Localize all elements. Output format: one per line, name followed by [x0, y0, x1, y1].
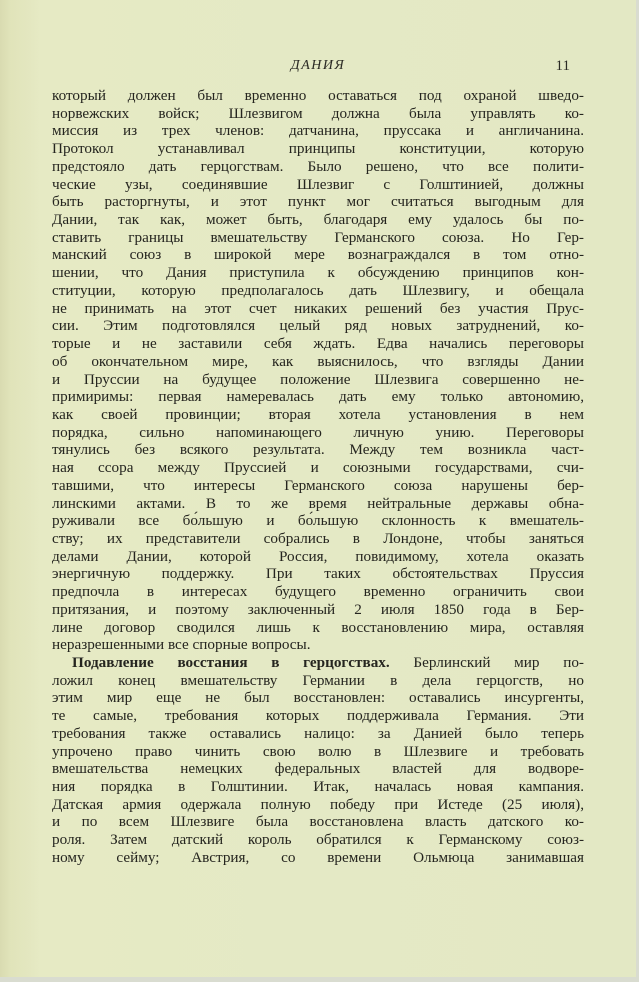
- text-line: ния порядка в Голштинии. Итак, началась новая кампания.: [52, 778, 584, 796]
- chapter-title: ДАНИЯ: [290, 58, 346, 73]
- text-line: требования также оставались налицо: за Данией было теперь: [52, 724, 584, 742]
- text-line: Датская армия одержала полную победу при Истеде (25 июля),: [52, 795, 584, 813]
- text-line: притязания, и поэтому заключенный 2 июля 1850 года в Бер-: [52, 600, 584, 618]
- text-line: как своей провинции; вторая хотела установления в нем: [52, 405, 584, 423]
- text-line: энергичную поддержку. При таких обстоятельствах Пруссия: [52, 565, 584, 583]
- page-number: 11: [555, 58, 570, 74]
- text-line: ложил конец вмешательству Германии в дела герцогств, но: [52, 671, 584, 689]
- text-line: миссия из трех членов: датчанина, пруссака и англичанина.: [52, 122, 584, 140]
- section-first-line: [52, 654, 584, 672]
- text-line: роля. Затем датский король обратился к Германскому союз-: [52, 831, 584, 849]
- running-head: [52, 58, 584, 76]
- section-first-line-text: Берлинский мир по-: [389, 654, 584, 671]
- text-line: Дании, так как, может быть, благодаря ему удалось бы по-: [52, 211, 584, 229]
- text-line: Протокол устанавливал принципы конституции, которую: [52, 140, 584, 158]
- paragraph-1: [52, 87, 584, 654]
- text-line: неразрешенными все спорные вопросы.: [52, 636, 311, 654]
- text-line: предстояло дать герцогствам. Было решено, что все полити-: [52, 157, 584, 175]
- text-line: тавшими, что интересы Германского союза нарушены бер-: [52, 476, 584, 494]
- text-line: ставить границы вмешательству Германского союза. Но Гер-: [52, 228, 584, 246]
- text-line: сии. Этим подготовлялся целый ряд новых затруднений, ко-: [52, 317, 584, 335]
- text-line: упрочено право чинить свою волю в Шлезвиге и требовать: [52, 742, 584, 760]
- text-line: тянулись без всякого результата. Между тем возникла част-: [52, 441, 584, 459]
- text-line: вмешательства немецких федеральных властей для водворе-: [52, 760, 584, 778]
- text-line: быть расторгнуты, и этот пункт мог считаться выгодным для: [52, 193, 584, 211]
- text-line: ству; их представители собрались в Лондоне, чтобы заняться: [52, 529, 584, 547]
- paragraph-2: [52, 654, 584, 867]
- text-line: и Пруссии на будущее положение Шлезвига совершенно не-: [52, 370, 584, 388]
- text-line: те самые, требования которых поддерживала Германия. Эти: [52, 707, 584, 725]
- body-text: [52, 87, 584, 867]
- text-line: лине договор сводился лишь к восстановлению мира, оставляя: [52, 618, 584, 636]
- text-line: не принимать на этот счет никаких решений без участия Прус-: [52, 299, 584, 317]
- text-line: примиримы: первая намеревалась дать ему только автономию,: [52, 388, 584, 406]
- text-line: руживали все бо́льшую и бо́льшую склонность к вмешатель-: [52, 512, 584, 530]
- text-line: и по всем Шлезвиге была восстановлена власть датского ко-: [52, 813, 584, 831]
- text-line: который должен был временно оставаться под охраной шведо-: [52, 87, 584, 104]
- text-line: предпочла в интересах будущего временно ограничить свои: [52, 583, 584, 601]
- text-line: делами Дании, которой Россия, повидимому, хотела оказать: [52, 547, 584, 565]
- text-line: ституции, которую предполагалось дать Шлезвигу, и обещала: [52, 281, 584, 299]
- text-line: линскими актами. В то же время нейтральные державы обна-: [52, 494, 584, 512]
- text-line: шении, что Дания приступила к обсуждению принципов кон-: [52, 264, 584, 282]
- text-line: порядка, сильно напоминающего личную унию. Переговоры: [52, 423, 584, 441]
- text-line: ная ссора между Пруссией и союзными государствами, счи-: [52, 459, 584, 477]
- text-line: торые и не заставили себя ждать. Едва начались переговоры: [52, 335, 584, 353]
- text-line: ному сейму; Австрия, со времени Ольмюца занимавшая: [52, 848, 584, 866]
- text-line: манский союз в широкой мере вознаграждался в том отно-: [52, 246, 584, 264]
- section-heading: Подавление восстания в герцогствах.: [72, 654, 390, 671]
- text-line: об окончательном мире, как выяснилось, что взгляды Дании: [52, 352, 584, 370]
- text-line: ческие узы, соединявшие Шлезвиг с Голштинией, должны: [52, 175, 584, 193]
- text-line: этим мир еще не был восстановлен: оставались инсургенты,: [52, 689, 584, 707]
- text-line: норвежских войск; Шлезвигом должна была управлять ко-: [52, 104, 584, 122]
